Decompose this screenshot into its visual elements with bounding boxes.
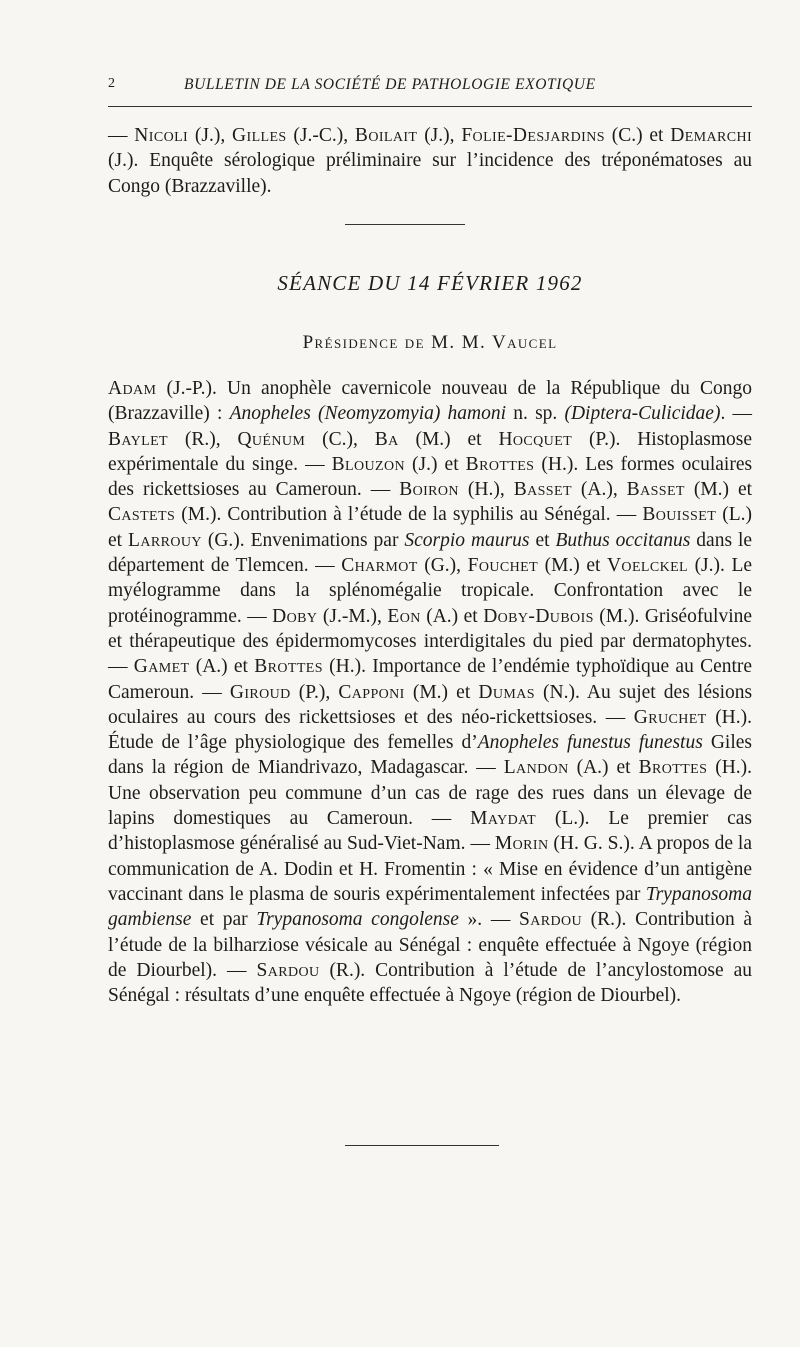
author-initials: (J.), [424,125,455,146]
communication-entry: — Doby (J.-M.), Eon (A.) et Doby-Dubois (M.). Griséofulvine et thérapeutique des épidermomycoses interdigitales du pied par dermatophytes. [108,605,753,652]
communication-title: Un anophèle cavernicole nouveau de la République du Congo (Brazzaville) : Anopheles (Neomyzomyia) hamoni n. sp. (Diptera-Culicidae). [108,378,753,425]
communication-entry: — Sardou (R.). Contribution à l’étude de la bilharziose vésicale au Sénégal : enquête effectuée à Ngoye (région de Diourbel). [108,909,753,981]
communication-authors: Adam (J.-P.). [108,378,217,399]
author-name: Folie-Desjardins [461,125,605,146]
communication-entry: — Blouzon (J.) et Brottes (H.). Les formes oculaires des rickettsioses au Cameroun. [108,453,753,501]
communication-authors: Boiron (H.), Basset (A.), Basset (M.) et Castets (M.). [108,479,753,526]
communication-title: Au sujet des lésions oculaires au cours des rickettsioses et des néo-rickettsioses. [108,681,753,728]
communication-entry: — Landon (A.) et Brottes (H.). Une observation peu commune d’un cas de rage des rues dans un élevage de lapins domestiques au Cameroun. [108,757,753,830]
communication-title: Histoplasmose expérimentale du singe. [108,428,753,475]
communication-entry: — Giroud (P.), Capponi (M.) et Dumas (N.). Au sujet des lésions oculaires au cours des rickettsioses et des néo-rickettsioses. [108,681,753,728]
communication-entry: — Gamet (A.) et Brottes (H.). Importance de l’endémie typhoïdique au Centre Cameroun. [108,656,753,703]
presidence-line [108,332,752,354]
author-initials: (J.). [108,150,139,172]
communication-entry: — Gruchet (H.). Étude de l’âge physiologique des femelles d’Anopheles funestus funestus Giles dans la région de Miandrivazo, Madagascar. [108,706,753,779]
communication-entry: — Boiron (H.), Basset (A.), Basset (M.) et Castets (M.). Contribution à l’étude de la syphilis au Sénégal. [108,479,753,526]
communication-entry: — Sardou (R.). Contribution à l’étude de l’ancylostomose au Sénégal : résultats d’une enquête effectuée à Ngoye (région de Diourbel). [108,959,752,1007]
section-divider [345,224,465,225]
communication-title: Envenimations par Scorpio maurus et Buthus occitanus dans le département de Tlemcen. [108,529,753,577]
presidence-label: Présidence de [302,332,425,353]
communications-list [108,376,752,1008]
communication-title: Contribution à l’étude de l’ancylostomose au Sénégal : résultats d’une enquête effectuée à Ngoye (région de Diourbel). [108,959,752,1007]
communication-authors: Landon (A.) et Brottes (H.). [503,757,753,779]
communication-authors: Sardou (R.). [256,959,366,981]
communication-authors: Maydat (L.). [470,808,590,830]
header-rule [108,106,752,107]
communication-authors: Doby (J.-M.), Eon (A.) et Doby-Dubois (M.). [272,605,640,627]
communication-entry: — Charmot (G.), Fouchet (M.) et Voelckel (J.). Le myélogramme dans la splénomégalie tropicale. Confrontation avec le protéinogramme. [108,555,753,627]
communication-authors: Baylet (R.), Quénum (C.), Ba (M.) et Hocquet (P.). [108,428,621,450]
communication-entry: — Bouisset (L.) et Larrouy (G.). Envenimations par Scorpio maurus et Buthus occitanus dans le département de Tlemcen. [108,504,753,577]
session-title: SÉANCE DU 14 FÉVRIER 1962 [277,271,583,295]
entry-title: Enquête sérologique préliminaire sur l’incidence des tréponématoses au Congo (Brazzaville). [108,150,752,197]
communication-title: Étude de l’âge physiologique des femelles d’Anopheles funestus funestus Giles dans la région de Miandrivazo, Madagascar. [108,732,752,779]
communication-title: Contribution à l’étude de la syphilis au Sénégal. [227,504,611,526]
page-number: 2 [108,76,116,91]
communication-title: Les formes oculaires des rickettsioses au Cameroun. [108,453,753,501]
communication-authors: Giroud (P.), Capponi (M.) et Dumas (N.). [229,681,580,703]
journal-title: BULLETIN DE LA SOCIÉTÉ DE PATHOLOGIE EXOTIQUE [184,76,596,93]
author-name: Boilait [354,125,418,146]
previous-entry: — Nicoli (J.), Gilles (J.-C.), Boilait (J.), Folie-Desjardins (C.) et Demarchi (J.). Enquête sérologique préliminaire sur l’incidence des tréponématoses au Congo (Brazzaville). [108,125,753,197]
communication-title: Contribution à l’étude de la bilharziose vésicale au Sénégal : enquête effectuée à Ngoye (région de Diourbel). [108,909,753,981]
author-initials: (J.), [194,125,226,146]
communication-title: Importance de l’endémie typhoïdique au Centre Cameroun. [108,656,753,703]
communication-authors: Gruchet (H.). [633,706,753,728]
author-name: Gilles [232,125,287,146]
communication-authors: Morin (H. G. S.). [494,833,635,855]
author-name: Demarchi [670,125,753,146]
communication-title: Le myélogramme dans la splénomégalie tropicale. Confrontation avec le protéinogramme. [108,555,753,627]
communication-entry: — Baylet (R.), Quénum (C.), Ba (M.) et Hocquet (P.). Histoplasmose expérimentale du singe. [108,403,753,475]
communication-authors: Blouzon (J.) et Brottes (H.). [331,453,579,475]
communication-authors: Bouisset (L.) et Larrouy (G.). [108,504,753,551]
end-divider [345,1145,499,1146]
communication-title: Griséofulvine et thérapeutique des épidermomycoses interdigitales du pied par dermatophytes. [108,605,753,652]
communication-title: Une observation peu commune d’un cas de rage des rues dans un élevage de lapins domestiques au Cameroun. [108,782,752,830]
communication-entry: — Maydat (L.). Le premier cas d’histoplasmose généralisé au Sud-Viet-Nam. [108,808,753,855]
author-initials: (C.) et [611,125,664,146]
author-name: Nicoli [134,125,189,146]
communication-title: A propos de la communication de A. Dodin et H. Fromentin : « Mise en évidence d’un antigène vaccinant dans le plasma de souris expérimentalement infectées par Trypanosoma gambiense et par Trypanosoma congolense ». [108,833,752,931]
communication-title: Le premier cas d’histoplasmose généralisé au Sud-Viet-Nam. [108,808,753,855]
communication-authors: Sardou (R.). [518,909,627,931]
communication-entry [108,378,752,424]
president-name: M. M. Vaucel [431,332,558,353]
communication-authors: Gamet (A.) et Brottes (H.). [133,656,366,678]
communication-authors: Charmot (G.), Fouchet (M.) et Voelckel (J.). [341,555,725,577]
communication-entry: — Morin (H. G. S.). A propos de la communication de A. Dodin et H. Fromentin : « Mise en évidence d’un antigène vaccinant dans le plasma de souris expérimentalement infectées par Trypanosoma gambiense et par Trypanosoma congolense ». [108,833,752,931]
author-initials: (J.-C.), [293,125,349,146]
